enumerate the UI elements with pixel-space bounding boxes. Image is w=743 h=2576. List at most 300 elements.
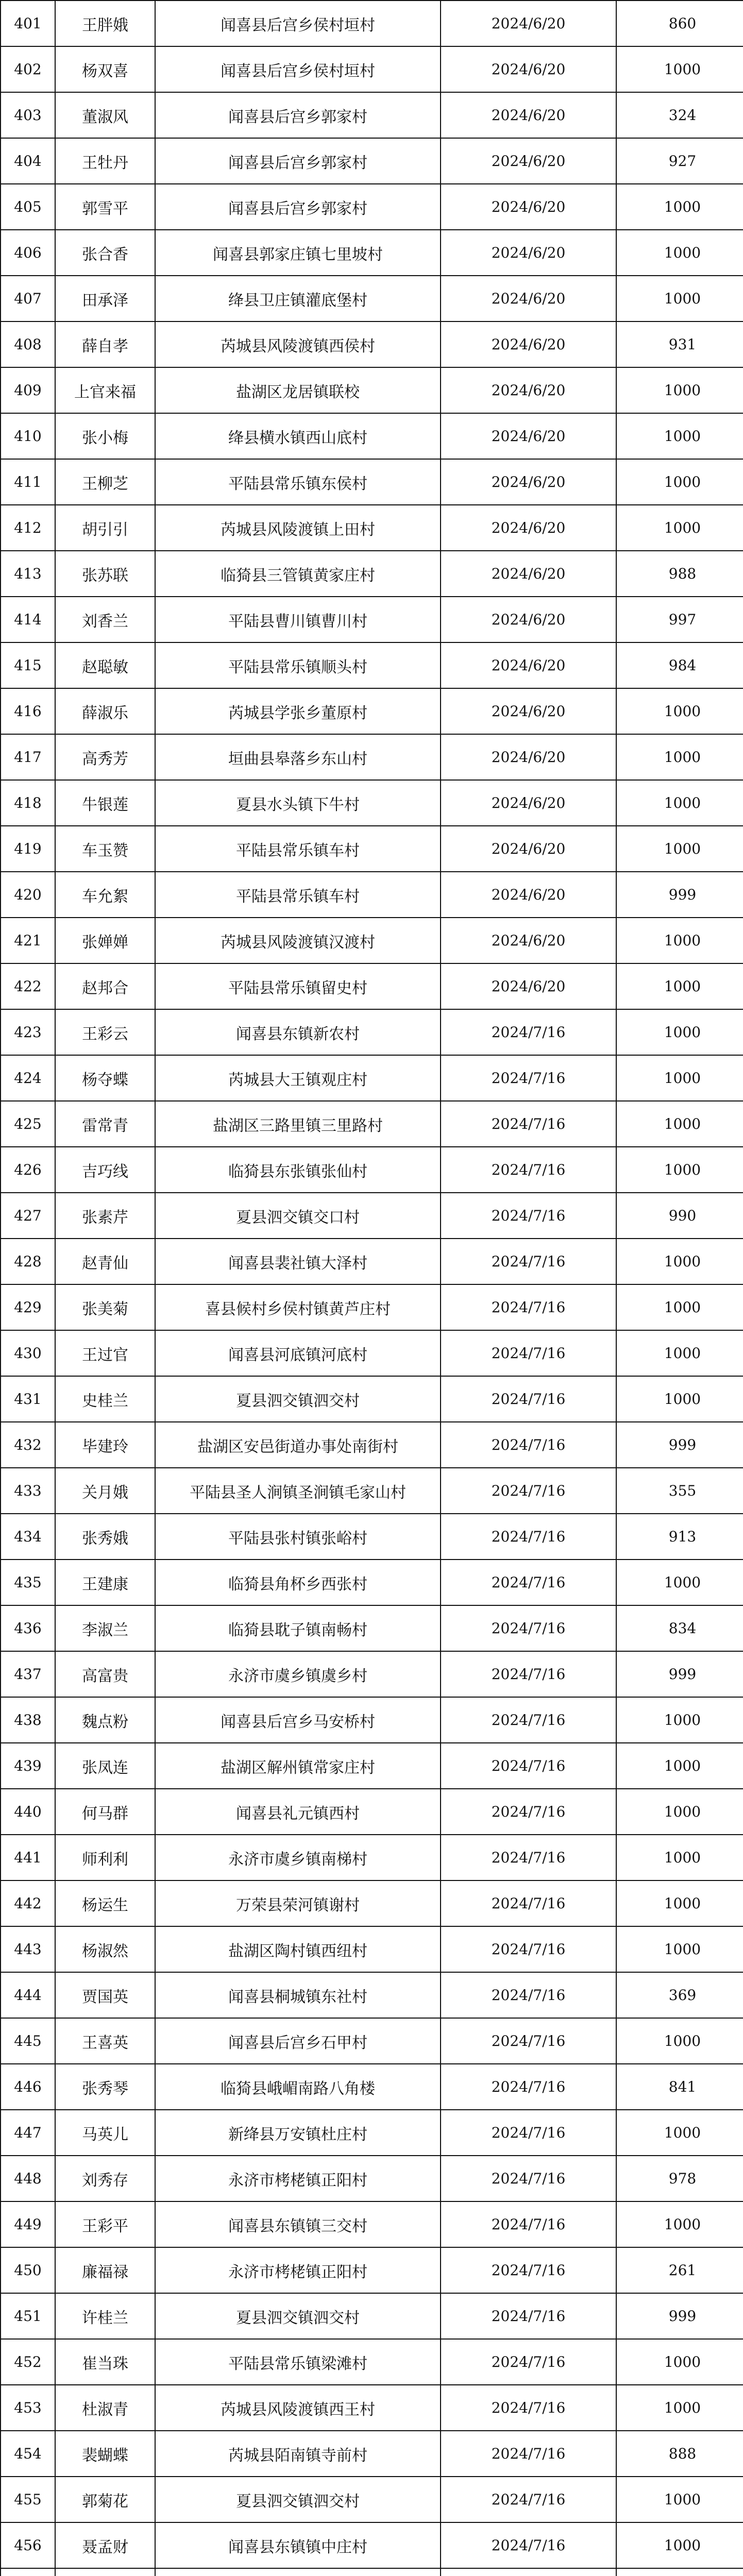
table-row xyxy=(1,2156,743,2201)
person-name-cell: 赵聪敏 xyxy=(55,642,155,688)
address-cell: 永济市虞乡镇南梯村 xyxy=(155,1835,441,1880)
person-name-cell: 赵青仙 xyxy=(55,1239,155,1284)
row-number-cell: 439 xyxy=(1,1743,55,1789)
date-cell: 2024/6/20 xyxy=(441,734,616,780)
person-name-cell: 李淑兰 xyxy=(55,1605,155,1651)
amount-cell: 999 xyxy=(616,872,743,918)
table-row xyxy=(1,1835,743,1880)
date-cell: 2024/6/20 xyxy=(441,918,616,963)
person-name-cell: 刘香兰 xyxy=(55,597,155,642)
person-name-cell: 何马群 xyxy=(55,1789,155,1835)
row-number-cell: 438 xyxy=(1,1697,55,1743)
person-name-cell: 杜淑青 xyxy=(55,2385,155,2431)
date-cell: 2024/7/16 xyxy=(441,1009,616,1055)
person-name-cell: 雷常青 xyxy=(55,1101,155,1147)
row-number-cell: 417 xyxy=(1,734,55,780)
person-name-cell: 车玉赞 xyxy=(55,826,155,872)
address-cell: 闻喜县后宫乡马安桥村 xyxy=(155,1697,441,1743)
date-cell: 2024/6/20 xyxy=(441,872,616,918)
row-number-cell: 429 xyxy=(1,1284,55,1330)
row-number-cell: 437 xyxy=(1,1651,55,1697)
person-name-cell: 张秀娥 xyxy=(55,1514,155,1560)
amount-cell: 984 xyxy=(616,642,743,688)
table-row xyxy=(1,1880,743,1926)
amount-cell: 1000 xyxy=(616,1789,743,1835)
person-name-cell: 魏点粉 xyxy=(55,1697,155,1743)
address-cell: 平陆县圣人涧镇圣涧镇毛家山村 xyxy=(155,1468,441,1514)
amount-cell: 1000 xyxy=(616,2522,743,2568)
person-name-cell: 杨双喜 xyxy=(55,46,155,92)
address-cell: 垣曲县皋落乡东山村 xyxy=(155,734,441,780)
amount-cell: 1000 xyxy=(616,1926,743,1972)
row-number-cell: 455 xyxy=(1,2477,55,2522)
address-cell: 平陆县常乐镇留史村 xyxy=(155,963,441,1009)
amount-cell: 1000 xyxy=(616,1330,743,1376)
person-name-cell: 薛自孝 xyxy=(55,321,155,367)
table-row xyxy=(1,1009,743,1055)
person-name-cell: 贾国英 xyxy=(55,1972,155,2018)
address-cell: 夏县泗交镇泗交村 xyxy=(155,1376,441,1422)
date-cell: 2024/6/20 xyxy=(441,367,616,413)
amount-cell: 1000 xyxy=(616,413,743,459)
person-name-cell: 董淑风 xyxy=(55,92,155,138)
row-number-cell: 431 xyxy=(1,1376,55,1422)
address-cell: 闻喜县东镇新农村 xyxy=(155,1009,441,1055)
date-cell: 2024/6/20 xyxy=(441,780,616,826)
table-row xyxy=(1,2477,743,2522)
address-cell: 芮城县大王镇观庄村 xyxy=(155,1055,441,1101)
row-number-cell: 454 xyxy=(1,2431,55,2477)
row-number-cell: 427 xyxy=(1,1193,55,1239)
person-name-cell: 王胖娥 xyxy=(55,1,155,46)
person-name-cell: 赵邦合 xyxy=(55,963,155,1009)
address-cell: 闻喜县郭家庄镇七里坡村 xyxy=(155,230,441,276)
address-cell xyxy=(155,2568,441,2576)
row-number-cell: 409 xyxy=(1,367,55,413)
table-row xyxy=(1,2110,743,2156)
table-row xyxy=(1,2522,743,2568)
row-number-cell: 449 xyxy=(1,2201,55,2247)
row-number-cell: 407 xyxy=(1,276,55,321)
person-name-cell: 关月娥 xyxy=(55,1468,155,1514)
amount-cell: 1000 xyxy=(616,1697,743,1743)
row-number-cell: 432 xyxy=(1,1422,55,1468)
date-cell: 2024/6/20 xyxy=(441,597,616,642)
amount-cell: 1000 xyxy=(616,2477,743,2522)
address-cell: 闻喜县东镇镇三交村 xyxy=(155,2201,441,2247)
table-row xyxy=(1,2201,743,2247)
amount-cell: 1000 xyxy=(616,1835,743,1880)
amount-cell: 931 xyxy=(616,321,743,367)
amount-cell: 888 xyxy=(616,2431,743,2477)
table-row xyxy=(1,918,743,963)
date-cell: 2024/7/16 xyxy=(441,1651,616,1697)
address-cell: 永济市栲栳镇正阳村 xyxy=(155,2247,441,2293)
amount-cell: 1000 xyxy=(616,367,743,413)
person-name-cell: 田承泽 xyxy=(55,276,155,321)
row-number-cell: 419 xyxy=(1,826,55,872)
address-cell: 夏县泗交镇交口村 xyxy=(155,1193,441,1239)
row-number-cell: 445 xyxy=(1,2018,55,2064)
row-number-cell: 418 xyxy=(1,780,55,826)
row-number-cell: 436 xyxy=(1,1605,55,1651)
row-number-cell: 411 xyxy=(1,459,55,505)
person-name-cell: 张凤连 xyxy=(55,1743,155,1789)
person-name-cell: 吉巧线 xyxy=(55,1147,155,1193)
amount-cell: 1000 xyxy=(616,505,743,551)
row-number-cell: 421 xyxy=(1,918,55,963)
table-row xyxy=(1,872,743,918)
address-cell: 闻喜县河底镇河底村 xyxy=(155,1330,441,1376)
person-name-cell: 刘秀存 xyxy=(55,2156,155,2201)
address-cell: 新绛县万安镇杜庄村 xyxy=(155,2110,441,2156)
address-cell: 平陆县常乐镇车村 xyxy=(155,826,441,872)
date-cell: 2024/7/16 xyxy=(441,2339,616,2385)
date-cell: 2024/6/20 xyxy=(441,413,616,459)
person-name-cell: 聂孟财 xyxy=(55,2522,155,2568)
table-row xyxy=(1,1330,743,1376)
amount-cell: 1000 xyxy=(616,963,743,1009)
date-cell: 2024/7/16 xyxy=(441,1514,616,1560)
records-table-body xyxy=(1,1,743,2576)
row-number-cell: 408 xyxy=(1,321,55,367)
address-cell: 平陆县常乐镇东侯村 xyxy=(155,459,441,505)
address-cell: 临猗县三管镇黄家庄村 xyxy=(155,551,441,597)
person-name-cell: 车允絮 xyxy=(55,872,155,918)
date-cell: 2024/7/16 xyxy=(441,2156,616,2201)
amount-cell: 927 xyxy=(616,138,743,184)
person-name-cell: 史桂兰 xyxy=(55,1376,155,1422)
row-number-cell: 422 xyxy=(1,963,55,1009)
amount-cell: 1000 xyxy=(616,826,743,872)
date-cell: 2024/7/16 xyxy=(441,1972,616,2018)
date-cell: 2024/6/20 xyxy=(441,826,616,872)
amount-cell: 978 xyxy=(616,2156,743,2201)
date-cell: 2024/7/16 xyxy=(441,1926,616,1972)
person-name-cell: 张小梅 xyxy=(55,413,155,459)
address-cell: 永济市栲栳镇正阳村 xyxy=(155,2156,441,2201)
address-cell: 喜县候村乡侯村镇黄芦庄村 xyxy=(155,1284,441,1330)
address-cell: 闻喜县后宫乡郭家村 xyxy=(155,92,441,138)
table-row xyxy=(1,367,743,413)
table-row xyxy=(1,597,743,642)
address-cell: 芮城县陌南镇寺前村 xyxy=(155,2431,441,2477)
row-number-cell: 413 xyxy=(1,551,55,597)
date-cell: 2024/7/16 xyxy=(441,2522,616,2568)
table-row xyxy=(1,780,743,826)
table-row xyxy=(1,1468,743,1514)
person-name-cell: 裴蝴蝶 xyxy=(55,2431,155,2477)
amount-cell: 999 xyxy=(616,2293,743,2339)
row-number-cell: 452 xyxy=(1,2339,55,2385)
amount-cell: 1000 xyxy=(616,276,743,321)
person-name-cell: 王牡丹 xyxy=(55,138,155,184)
table-row xyxy=(1,1101,743,1147)
date-cell: 2024/7/16 xyxy=(441,1468,616,1514)
table-row xyxy=(1,1193,743,1239)
table-row xyxy=(1,2064,743,2110)
date-cell: 2024/7/16 xyxy=(441,1330,616,1376)
person-name-cell: 师利利 xyxy=(55,1835,155,1880)
date-cell: 2024/7/16 xyxy=(441,1376,616,1422)
row-number-cell: 430 xyxy=(1,1330,55,1376)
date-cell: 2024/6/20 xyxy=(441,963,616,1009)
date-cell: 2024/6/20 xyxy=(441,505,616,551)
table-row xyxy=(1,688,743,734)
table-row xyxy=(1,92,743,138)
amount-cell: 999 xyxy=(616,1422,743,1468)
person-name-cell: 毕建玲 xyxy=(55,1422,155,1468)
row-number-cell: 446 xyxy=(1,2064,55,2110)
address-cell: 平陆县曹川镇曹川村 xyxy=(155,597,441,642)
row-number-cell: 456 xyxy=(1,2522,55,2568)
address-cell: 闻喜县后宫乡郭家村 xyxy=(155,184,441,230)
row-number-cell: 426 xyxy=(1,1147,55,1193)
person-name-cell: 郭菊花 xyxy=(55,2477,155,2522)
table-row xyxy=(1,1743,743,1789)
person-name-cell: 王建康 xyxy=(55,1560,155,1605)
address-cell: 永济市虞乡镇虞乡村 xyxy=(155,1651,441,1697)
table-row xyxy=(1,551,743,597)
person-name-cell: 张合香 xyxy=(55,230,155,276)
row-number-cell: 451 xyxy=(1,2293,55,2339)
address-cell: 盐湖区龙居镇联校 xyxy=(155,367,441,413)
date-cell: 2024/7/16 xyxy=(441,1835,616,1880)
amount-cell: 841 xyxy=(616,2064,743,2110)
row-number-cell xyxy=(1,2568,55,2576)
table-row xyxy=(1,2247,743,2293)
address-cell: 临猗县耽子镇南畅村 xyxy=(155,1605,441,1651)
amount-cell: 261 xyxy=(616,2247,743,2293)
person-name-cell: 高秀芳 xyxy=(55,734,155,780)
table-row xyxy=(1,276,743,321)
address-cell: 夏县泗交镇泗交村 xyxy=(155,2477,441,2522)
table-row xyxy=(1,1972,743,2018)
date-cell: 2024/7/16 xyxy=(441,1422,616,1468)
table-row xyxy=(1,1239,743,1284)
amount-cell: 1000 xyxy=(616,2110,743,2156)
address-cell: 盐湖区安邑街道办事处南街村 xyxy=(155,1422,441,1468)
date-cell: 2024/6/20 xyxy=(441,92,616,138)
date-cell: 2024/7/16 xyxy=(441,1239,616,1284)
date-cell: 2024/6/20 xyxy=(441,688,616,734)
date-cell: 2024/6/20 xyxy=(441,184,616,230)
table-row xyxy=(1,1926,743,1972)
address-cell: 万荣县荣河镇谢村 xyxy=(155,1880,441,1926)
date-cell: 2024/7/16 xyxy=(441,1101,616,1147)
amount-cell: 860 xyxy=(616,1,743,46)
table-row xyxy=(1,2339,743,2385)
date-cell: 2024/7/16 xyxy=(441,1193,616,1239)
address-cell: 闻喜县后宫乡石甲村 xyxy=(155,2018,441,2064)
row-number-cell: 441 xyxy=(1,1835,55,1880)
date-cell: 2024/7/16 xyxy=(441,2201,616,2247)
date-cell: 2024/7/16 xyxy=(441,1605,616,1651)
row-number-cell: 406 xyxy=(1,230,55,276)
person-name-cell: 许桂兰 xyxy=(55,2293,155,2339)
table-row xyxy=(1,1651,743,1697)
row-number-cell: 453 xyxy=(1,2385,55,2431)
amount-cell: 999 xyxy=(616,1651,743,1697)
table-row xyxy=(1,138,743,184)
address-cell: 临猗县角杯乡西张村 xyxy=(155,1560,441,1605)
row-number-cell: 405 xyxy=(1,184,55,230)
person-name-cell: 马英儿 xyxy=(55,2110,155,2156)
date-cell: 2024/7/16 xyxy=(441,2110,616,2156)
row-number-cell: 434 xyxy=(1,1514,55,1560)
amount-cell: 1000 xyxy=(616,1101,743,1147)
person-name-cell xyxy=(55,2568,155,2576)
amount-cell: 1000 xyxy=(616,2201,743,2247)
amount-cell: 1000 xyxy=(616,1376,743,1422)
address-cell: 平陆县常乐镇顺头村 xyxy=(155,642,441,688)
amount-cell: 990 xyxy=(616,1193,743,1239)
table-row xyxy=(1,2431,743,2477)
table-row xyxy=(1,46,743,92)
address-cell: 芮城县风陵渡镇上田村 xyxy=(155,505,441,551)
table-row xyxy=(1,230,743,276)
amount-cell: 1000 xyxy=(616,1560,743,1605)
row-number-cell: 412 xyxy=(1,505,55,551)
person-name-cell: 张苏联 xyxy=(55,551,155,597)
amount-cell: 1000 xyxy=(616,184,743,230)
row-number-cell: 401 xyxy=(1,1,55,46)
row-number-cell: 443 xyxy=(1,1926,55,1972)
table-row xyxy=(1,826,743,872)
table-row xyxy=(1,413,743,459)
address-cell: 夏县泗交镇泗交村 xyxy=(155,2293,441,2339)
date-cell: 2024/6/20 xyxy=(441,1,616,46)
row-number-cell: 433 xyxy=(1,1468,55,1514)
table-row xyxy=(1,1,743,46)
person-name-cell: 张美菊 xyxy=(55,1284,155,1330)
table-row xyxy=(1,321,743,367)
table-row xyxy=(1,734,743,780)
date-cell: 2024/7/16 xyxy=(441,1743,616,1789)
amount-cell: 1000 xyxy=(616,46,743,92)
address-cell: 平陆县常乐镇车村 xyxy=(155,872,441,918)
table-row xyxy=(1,963,743,1009)
date-cell: 2024/7/16 xyxy=(441,2247,616,2293)
table-row xyxy=(1,2018,743,2064)
person-name-cell: 胡引引 xyxy=(55,505,155,551)
amount-cell: 997 xyxy=(616,597,743,642)
amount-cell: 1000 xyxy=(616,1147,743,1193)
row-number-cell: 420 xyxy=(1,872,55,918)
date-cell: 2024/7/16 xyxy=(441,2431,616,2477)
person-name-cell: 王彩云 xyxy=(55,1009,155,1055)
row-number-cell: 415 xyxy=(1,642,55,688)
address-cell: 闻喜县后宫乡侯村垣村 xyxy=(155,46,441,92)
row-number-cell: 402 xyxy=(1,46,55,92)
address-cell: 夏县水头镇下牛村 xyxy=(155,780,441,826)
date-cell: 2024/7/16 xyxy=(441,1697,616,1743)
address-cell: 闻喜县后宫乡侯村垣村 xyxy=(155,1,441,46)
row-number-cell: 414 xyxy=(1,597,55,642)
person-name-cell: 薛淑乐 xyxy=(55,688,155,734)
row-number-cell: 423 xyxy=(1,1009,55,1055)
amount-cell: 324 xyxy=(616,92,743,138)
person-name-cell: 牛银莲 xyxy=(55,780,155,826)
date-cell: 2024/7/16 xyxy=(441,2293,616,2339)
address-cell: 芮城县风陵渡镇西侯村 xyxy=(155,321,441,367)
amount-cell: 1000 xyxy=(616,2339,743,2385)
amount-cell: 1000 xyxy=(616,2385,743,2431)
address-cell: 平陆县张村镇张峪村 xyxy=(155,1514,441,1560)
person-name-cell: 张婵婵 xyxy=(55,918,155,963)
row-number-cell: 450 xyxy=(1,2247,55,2293)
date-cell: 2024/6/20 xyxy=(441,138,616,184)
row-number-cell: 442 xyxy=(1,1880,55,1926)
row-number-cell: 410 xyxy=(1,413,55,459)
person-name-cell: 高富贵 xyxy=(55,1651,155,1697)
date-cell: 2024/7/16 xyxy=(441,1055,616,1101)
row-number-cell: 428 xyxy=(1,1239,55,1284)
amount-cell: 355 xyxy=(616,1468,743,1514)
row-number-cell: 448 xyxy=(1,2156,55,2201)
person-name-cell: 郭雪平 xyxy=(55,184,155,230)
date-cell: 2024/7/16 xyxy=(441,2064,616,2110)
table-row xyxy=(1,2568,743,2576)
row-number-cell: 404 xyxy=(1,138,55,184)
amount-cell: 1000 xyxy=(616,1009,743,1055)
person-name-cell: 杨夺蝶 xyxy=(55,1055,155,1101)
amount-cell: 1000 xyxy=(616,1239,743,1284)
row-number-cell: 435 xyxy=(1,1560,55,1605)
amount-cell: 369 xyxy=(616,1972,743,2018)
address-cell: 绛县横水镇西山底村 xyxy=(155,413,441,459)
person-name-cell: 王喜英 xyxy=(55,2018,155,2064)
table-row xyxy=(1,459,743,505)
table-row xyxy=(1,2385,743,2431)
row-number-cell: 425 xyxy=(1,1101,55,1147)
address-cell: 闻喜县后宫乡郭家村 xyxy=(155,138,441,184)
date-cell: 2024/6/20 xyxy=(441,551,616,597)
address-cell: 闻喜县桐城镇东社村 xyxy=(155,1972,441,2018)
table-row xyxy=(1,1055,743,1101)
table-row xyxy=(1,1376,743,1422)
person-name-cell: 廉福禄 xyxy=(55,2247,155,2293)
address-cell: 盐湖区陶村镇西纽村 xyxy=(155,1926,441,1972)
date-cell: 2024/6/20 xyxy=(441,276,616,321)
amount-cell: 1000 xyxy=(616,780,743,826)
amount-cell: 1000 xyxy=(616,734,743,780)
amount-cell: 1000 xyxy=(616,918,743,963)
date-cell xyxy=(441,2568,616,2576)
row-number-cell: 403 xyxy=(1,92,55,138)
date-cell: 2024/6/20 xyxy=(441,321,616,367)
amount-cell: 1000 xyxy=(616,459,743,505)
table-row xyxy=(1,642,743,688)
address-cell: 芮城县学张乡董原村 xyxy=(155,688,441,734)
date-cell: 2024/7/16 xyxy=(441,1789,616,1835)
row-number-cell: 444 xyxy=(1,1972,55,2018)
date-cell: 2024/6/20 xyxy=(441,642,616,688)
person-name-cell: 王过官 xyxy=(55,1330,155,1376)
date-cell: 2024/7/16 xyxy=(441,1560,616,1605)
date-cell: 2024/7/16 xyxy=(441,1284,616,1330)
table-row xyxy=(1,1605,743,1651)
amount-cell: 834 xyxy=(616,1605,743,1651)
table-row xyxy=(1,1789,743,1835)
person-name-cell: 杨淑然 xyxy=(55,1926,155,1972)
address-cell: 闻喜县礼元镇西村 xyxy=(155,1789,441,1835)
address-cell: 临猗县东张镇张仙村 xyxy=(155,1147,441,1193)
person-name-cell: 张素芹 xyxy=(55,1193,155,1239)
person-name-cell: 杨运生 xyxy=(55,1880,155,1926)
person-name-cell: 上官来福 xyxy=(55,367,155,413)
person-name-cell: 张秀琴 xyxy=(55,2064,155,2110)
